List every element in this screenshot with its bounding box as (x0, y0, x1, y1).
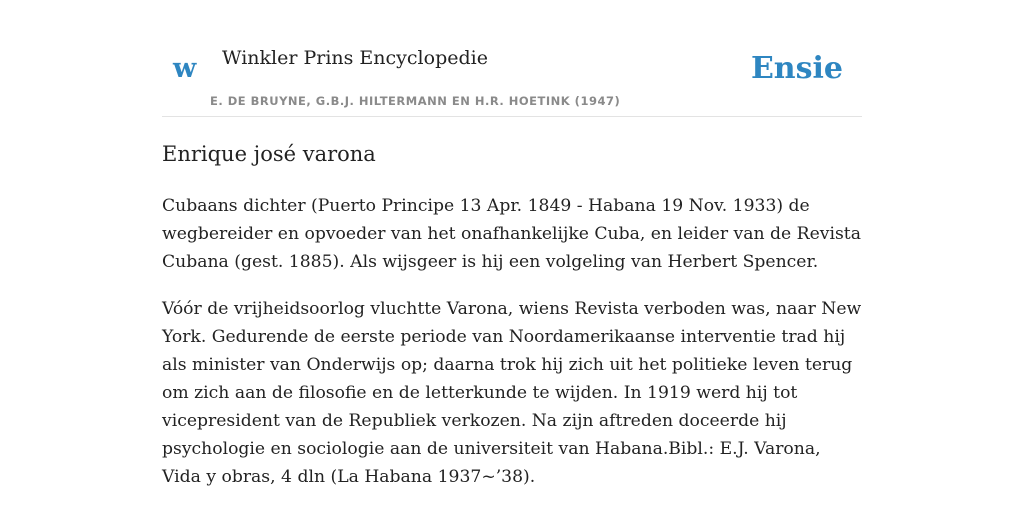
source-header (162, 0, 862, 117)
source-authors: E. DE BRUYNE, G.B.J. HILTERMANN EN H.R. HOETINK (1947) (210, 94, 621, 108)
article-body (162, 192, 864, 510)
winkler-prins-logo[interactable]: w (173, 53, 197, 84)
source-title[interactable]: Winkler Prins Encyclopedie (222, 47, 488, 69)
article-title: Enrique josé varona (162, 142, 376, 166)
ensie-logo[interactable]: Ensie (750, 51, 843, 86)
article-paragraph: Vóór de vrijheidsoorlog vluchtte Varona, wiens Revista verboden was, naar New York. Gedurende de eerste periode van Noordamerikaanse interventie trad hij als minister van Onderwijs op; daarna trok hij zich uit het politieke leven terug om zich aan de filosofie en de letterkunde te wijden. In 1919 werd hij tot vicepresident van de Republiek verkozen. Na zijn aftreden doceerde hij psychologie en sociologie aan de universiteit van Habana.Bibl.: E.J. Varona, Vida y obras, 4 dln (La Habana 1937~’38). (162, 299, 862, 487)
article-paragraph: Cubaans dichter (Puerto Principe 13 Apr. 1849 - Habana 19 Nov. 1933) de wegbereider en opvoeder van het onafhankelijke Cuba, en leider van de Revista Cubana (gest. 1885). Als wijsgeer is hij een volgeling van Herbert Spencer. (162, 196, 861, 272)
